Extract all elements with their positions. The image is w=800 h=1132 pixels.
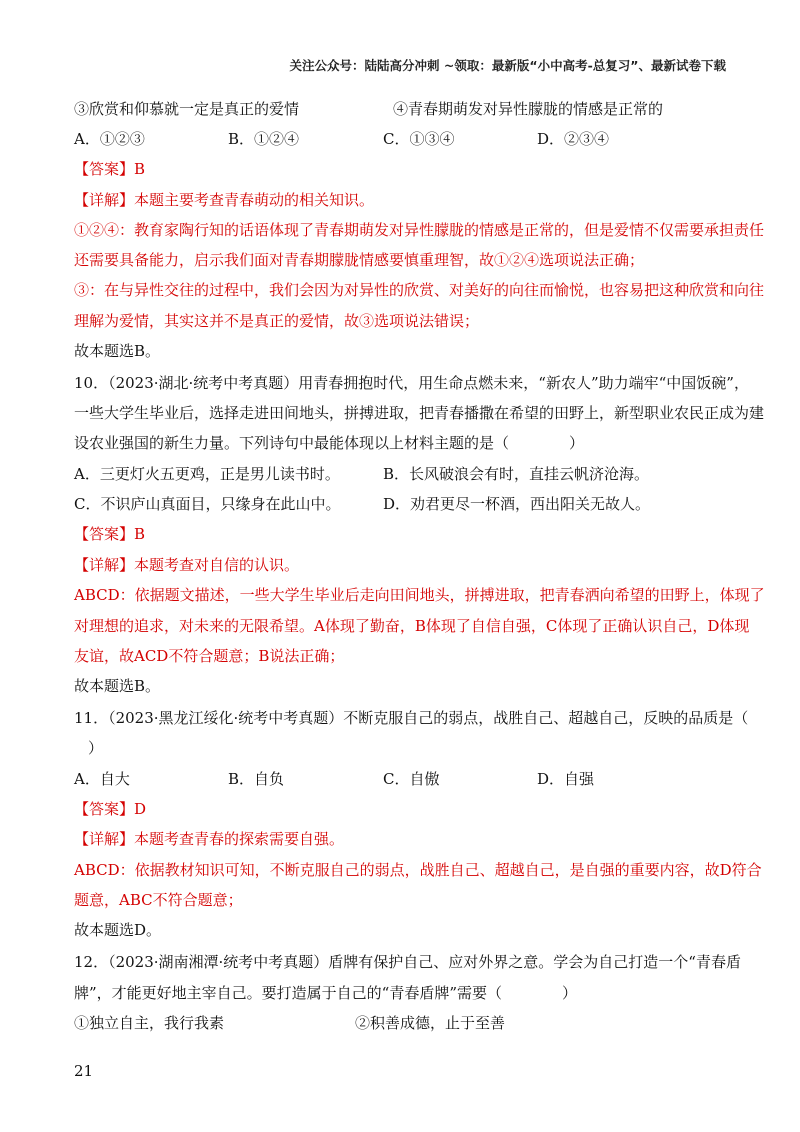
q11-conclusion: 故本题选D。	[74, 921, 162, 939]
q12-stem: 牌”，才能更好地主宰自己。要打造属于自己的“青春盾牌”需要（ ）	[74, 984, 578, 1002]
q12-option-1: ①独立自主，我行我素	[74, 1014, 225, 1032]
q10-conclusion: 故本题选B。	[74, 677, 161, 695]
q10-detail: 【详解】本题考查对自信的认识。	[74, 556, 300, 574]
q10-stem: 10．（2023·湖北·统考中考真题）用青春拥抱时代，用生命点燃未来，“新农人”助力端牢“中国饭碗”，	[74, 374, 749, 392]
q11-stem: 11．（2023·黑龙江绥化·统考中考真题）不断克服自己的弱点，战胜自己、超越自己，反映的品质是（	[74, 709, 749, 727]
q10-stem: 设农业强国的新生力量。下列诗句中最能体现以上材料主题的是（ ）	[74, 434, 585, 452]
q10-choice-d: D．劝君更尽一杯酒，西出阳关无故人。	[383, 495, 651, 513]
q12-option-2: ②积善成德，止于至善	[355, 1014, 506, 1032]
q9-option-4: ④青春期萌发对异性朦胧的情感是正常的	[393, 100, 664, 118]
q11-detail: 【详解】本题考查青春的探索需要自强。	[74, 830, 345, 848]
q10-choice-a: A．三更灯火五更鸡，正是男儿读书时。	[74, 465, 340, 483]
q9-detail: 【详解】本题主要考查青春萌动的相关知识。	[74, 191, 375, 209]
q9-conclusion: 故本题选B。	[74, 342, 161, 360]
q9-choice-b: B．①②④	[228, 130, 300, 148]
q11-answer: 【答案】D	[74, 800, 147, 818]
q11-explanation-line: 题意，ABC不符合题意；	[74, 891, 243, 909]
q9-explanation-line: ③：在与异性交往的过程中，我们会因为对异性的欣赏、对美好的向往而愉悦，也容易把这种欣赏和向往	[74, 281, 765, 299]
q9-option-3: ③欣赏和仰慕就一定是真正的爱情	[74, 100, 300, 118]
q10-explanation-line: ABCD：依据题文描述，一些大学生毕业后走向田间地头，拼搏进取，把青春洒向希望的田野上，体现了	[74, 586, 765, 604]
q10-explanation-line: 友谊，故ACD不符合题意；B说法正确；	[74, 647, 345, 665]
q9-explanation-line: ①②④：教育家陶行知的话语体现了青春期萌发对异性朦胧的情感是正常的，但是爱情不仅需要承担责任	[74, 221, 765, 239]
page-number: 21	[74, 1062, 94, 1080]
q9-answer: 【答案】B	[74, 160, 146, 178]
q11-choice-c: C．自傲	[383, 770, 440, 788]
q10-explanation-line: 对理想的追求，对未来的无限希望。A体现了勤奋，B体现了自信自强，C体现了正确认识自己，D体现	[74, 617, 750, 635]
q11-choice-a: A．自大	[74, 770, 130, 788]
q11-choice-b: B．自负	[228, 770, 285, 788]
q10-answer: 【答案】B	[74, 525, 146, 543]
q9-choice-c: C．①③④	[383, 130, 455, 148]
q10-choice-c: C．不识庐山真面目，只缘身在此山中。	[74, 495, 341, 513]
q9-explanation-line: 还需要具备能力，启示我们面对青春期朦胧情感要慎重理智，故①②④选项说法正确；	[74, 251, 645, 269]
q9-explanation-line: 理解为爱情，其实这并不是真正的爱情，故③选项说法错误；	[74, 312, 480, 330]
q9-choice-a: A．①②③	[74, 130, 145, 148]
q9-choice-d: D．②③④	[537, 130, 610, 148]
q10-stem: 一些大学生毕业后，选择走进田间地头，拼搏进取，把青春播撒在希望的田野上，新型职业农民正成为建	[74, 404, 765, 422]
q11-choice-d: D．自强	[537, 770, 595, 788]
q11-explanation-line: ABCD：依据教材知识可知，不断克服自己的弱点，战胜自己、超越自己，是自强的重要内容，故D符合	[74, 861, 762, 879]
q12-stem: 12．（2023·湖南湘潭·统考中考真题）盾牌有保护自己、应对外界之意。学会为自己打造一个“青春盾	[74, 953, 741, 971]
page-header: 关注公众号：陆陆高分冲刺 ~领取：最新版“小中高考-总复习”、最新试卷下载	[289, 58, 726, 73]
q11-stem: ）	[88, 739, 104, 757]
q10-choice-b: B．长风破浪会有时，直挂云帆济沧海。	[383, 465, 650, 483]
